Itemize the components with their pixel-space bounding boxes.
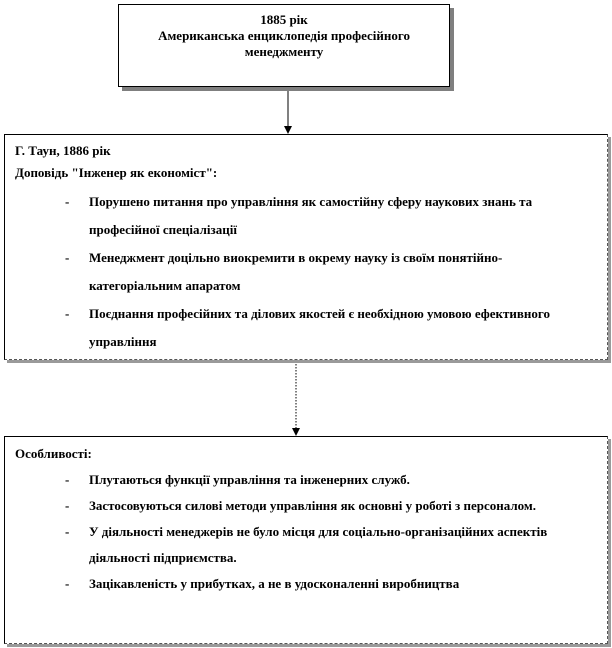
bullet-dash: - bbox=[65, 194, 70, 209]
bullet-dash: - bbox=[65, 498, 70, 513]
bullet-dash: - bbox=[65, 576, 70, 591]
list-item-text: Поєднання професійних та ділових якостей є необхідною умовою ефективного управління bbox=[89, 306, 550, 349]
bullet-dash: - bbox=[65, 250, 70, 265]
features-list bbox=[15, 467, 597, 597]
year-label: 1885 рік bbox=[260, 12, 308, 27]
list-item-text: Застосовуються силові методи управління як основні у роботі з персоналом. bbox=[89, 498, 537, 513]
bullet-dash: - bbox=[65, 306, 70, 321]
list-item bbox=[15, 467, 597, 493]
box-encyclopedia bbox=[118, 4, 450, 87]
list-item bbox=[15, 571, 597, 597]
bullet-dash: - bbox=[65, 524, 70, 539]
list-item bbox=[15, 244, 597, 300]
list-item bbox=[15, 300, 597, 356]
report-points-list bbox=[15, 188, 597, 356]
features-heading: Особливості: bbox=[15, 446, 92, 461]
list-item bbox=[15, 519, 597, 571]
author-label: Г. Таун, 1886 рік bbox=[15, 143, 111, 158]
list-item-text: Порушено питання про управління як самостійну сферу наукових знань та професійної спеціалізації bbox=[89, 194, 533, 237]
report-title: Доповідь "Інженер як економіст": bbox=[15, 165, 218, 180]
list-item-text: Плутаються функції управління та інженерних служб. bbox=[89, 472, 410, 487]
box-features bbox=[4, 436, 608, 644]
list-item-text: Зацікавленість у прибутках, а не в удосконаленні виробництва bbox=[89, 576, 460, 591]
bullet-dash: - bbox=[65, 472, 70, 487]
list-item-text: У діяльності менеджерів не було місця для соціально-організаційних аспектів діяльності підприємства. bbox=[89, 524, 548, 565]
list-item bbox=[15, 493, 597, 519]
list-item bbox=[15, 188, 597, 244]
encyclopedia-title: Американська енциклопедія професійного менеджменту bbox=[158, 28, 410, 59]
box-towne-report bbox=[4, 134, 608, 360]
list-item-text: Менеджмент доцільно виокремити в окрему науку із своїм понятійно-категоріальним апаратом bbox=[89, 250, 503, 293]
